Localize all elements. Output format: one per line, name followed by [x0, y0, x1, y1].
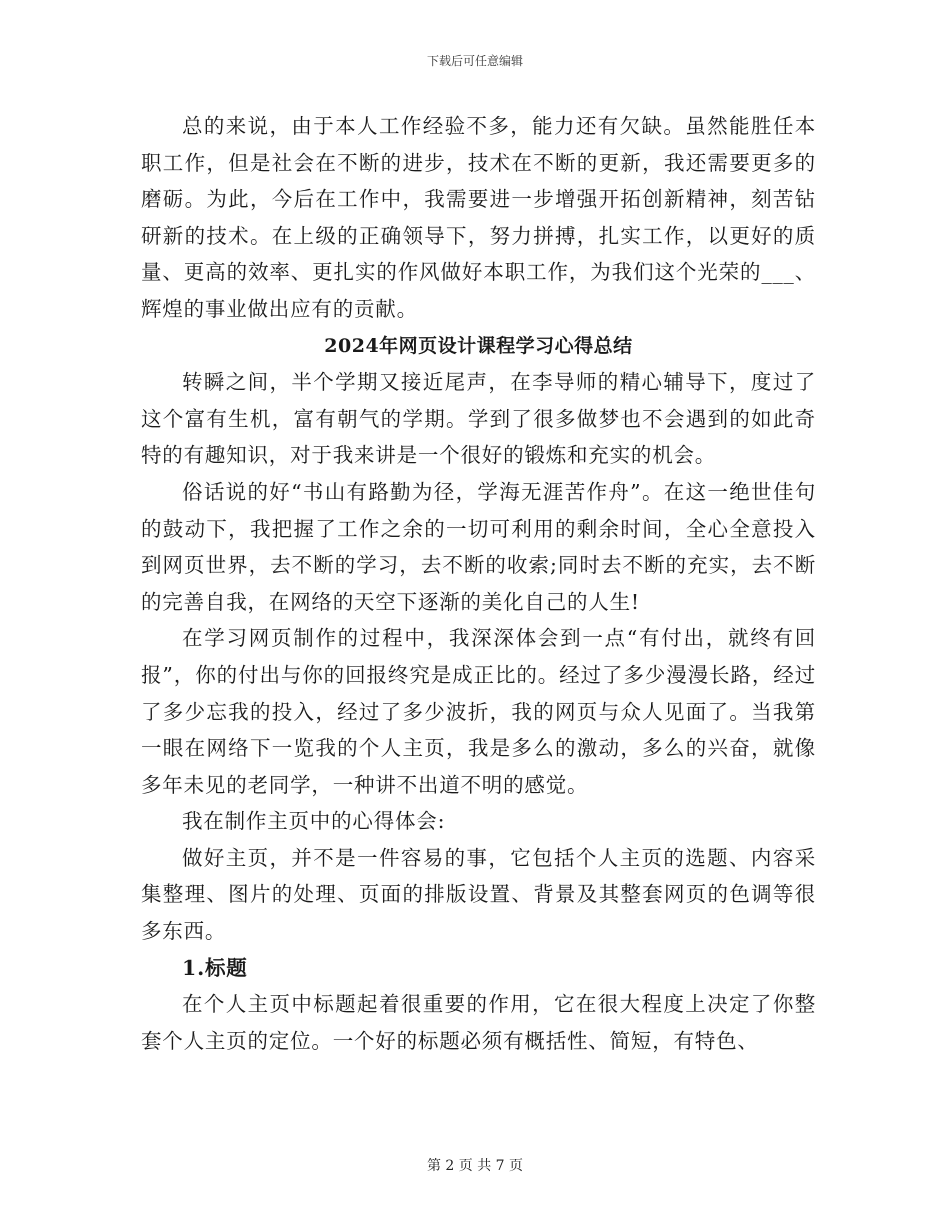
document-title: 2024年网页设计课程学习心得总结 [324, 334, 633, 357]
paragraph-proverb: 俗话说的好“书山有路勤为径，学海无涯苦作舟”。在这一绝世佳句的鼓动下，我把握了工作之余的一切可利用的剩余时间，全心全意投入到网页世界，去不断的学习，去不断的收索;同时去不断的充实，去不断的完善自我，在网络的天空下逐渐的美化自己的人生! [141, 479, 816, 614]
paragraph-conclusion: 总的来说，由于本人工作经验不多，能力还有欠缺。虽然能胜任本职工作，但是社会在不断的进步，技术在不断的更新，我还需要更多的磨砺。为此，今后在工作中，我需要进一步增强开拓创新精神，刻苦钻研新的技术。在上级的正确领导下，努力拼搏，扎实工作，以更好的质量、更高的效率、更扎实的作风做好本职工作，为我们这个光荣的___、辉煌的事业做出应有的贡献。 [141, 114, 816, 321]
paragraph-experience-lead: 我在制作主页中的心得体会: [182, 809, 446, 834]
paragraph-experience: 在学习网页制作的过程中，我深深体会到一点“有付出，就终有回报”，你的付出与你的回报终究是成正比的。经过了多少漫漫长路，经过了多少忘我的投入，经过了多少波折，我的网页与众人见面了。当我第一眼在网络下一览我的个人主页，我是多么的激动，多么的兴奋，就像多年未见的老同学，一种讲不出道不明的感觉。 [141, 626, 816, 797]
page-number: 第 2 页 共 7 页 [426, 1158, 524, 1174]
paragraph-title-importance: 在个人主页中标题起着很重要的作用，它在很大程度上决定了你整套个人主页的定位。一个好的标题必须有概括性、简短，有特色、 [141, 992, 816, 1053]
paragraph-homepage: 做好主页，并不是一件容易的事，它包括个人主页的选题、内容采集整理、图片的处理、页面的排版设置、背景及其整套网页的色调等很多东西。 [141, 845, 816, 944]
page-header: 下载后可任意编辑 [426, 54, 523, 68]
section-heading-title: 1.标题 [182, 955, 248, 980]
document-body [141, 108, 816, 1059]
paragraph-intro: 转瞬之间，半个学期又接近尾声，在李导师的精心辅导下，度过了这个富有生机，富有朝气的学期。学到了很多做梦也不会遇到的如此奇特的有趣知识，对于我来讲是一个很好的锻炼和充实的机会。 [141, 370, 816, 468]
